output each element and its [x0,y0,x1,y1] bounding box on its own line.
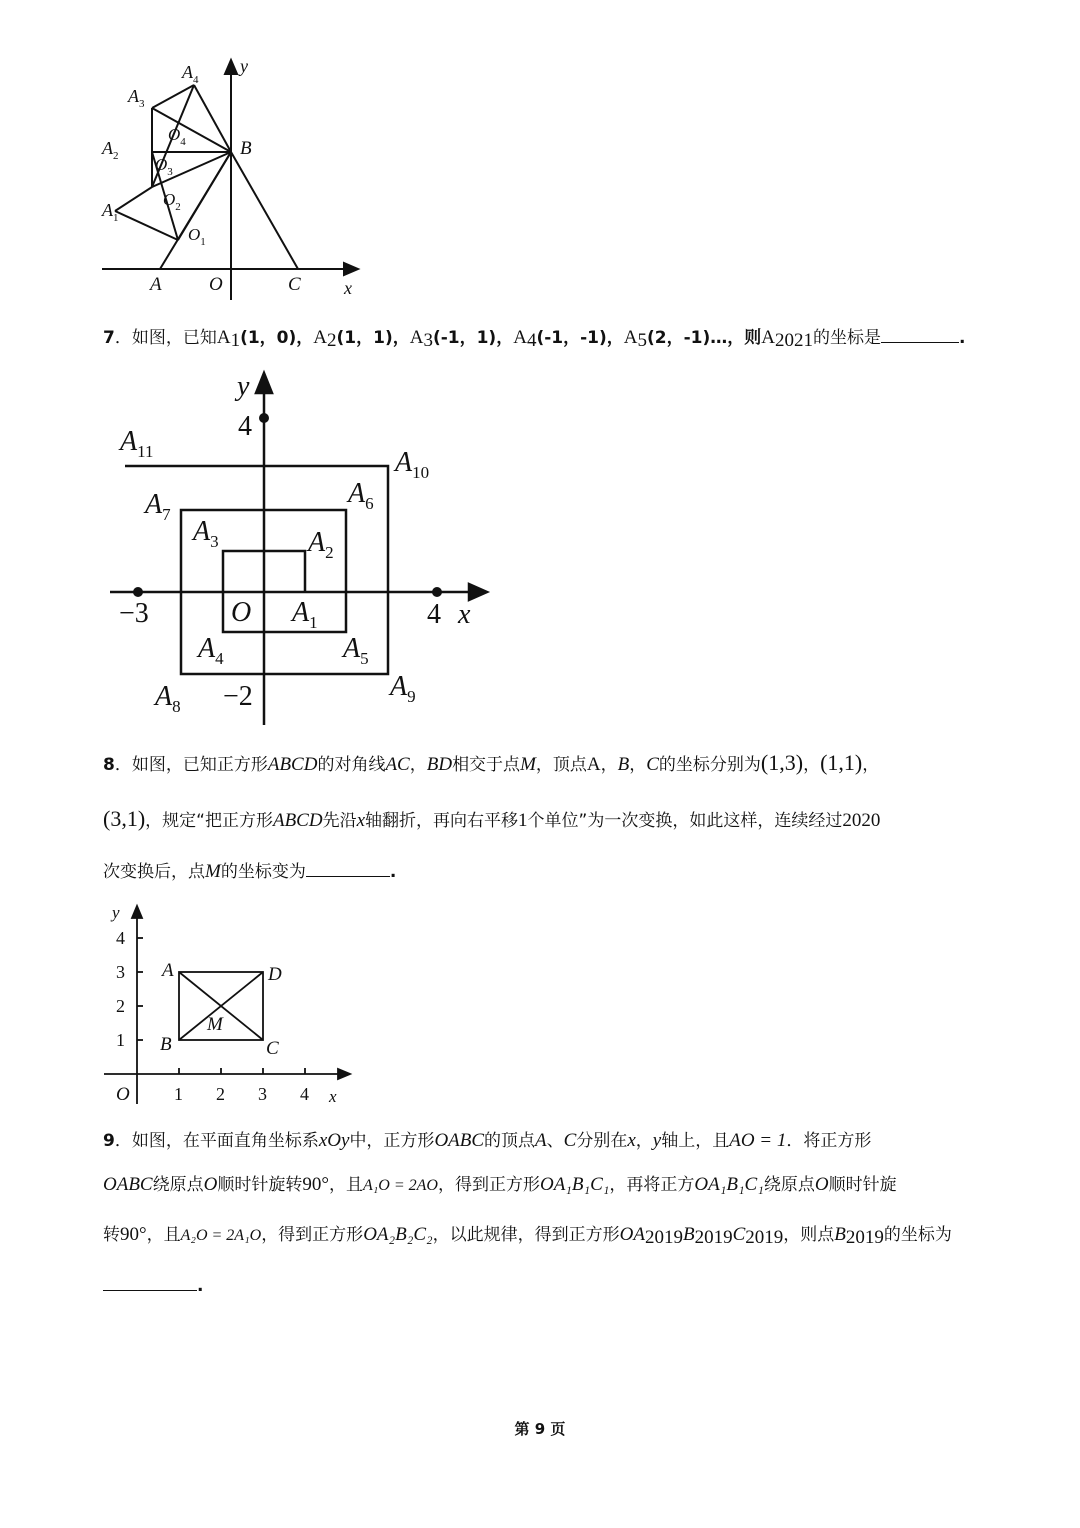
fig1-label-y: y [240,56,248,76]
point-y4 [259,413,269,423]
q8-end: . [389,862,397,882]
q8-text: ， [803,755,821,775]
q9-square-2019: B [682,1224,695,1245]
fig1-label-o2: $O_2$ [163,190,181,213]
fig3-label-x: x [329,1087,337,1106]
q9-o: O [203,1174,218,1195]
fig2-tick-xneg3: −3 [119,598,149,629]
question-number: 7 [103,328,115,348]
q8-abcd: ABCD [267,754,318,775]
fig1-label-b: B [240,138,252,159]
fig1-label-o: O [209,274,223,295]
answer-blank[interactable] [103,1272,197,1291]
q8-text: 的坐标分别为 [658,755,761,775]
q9-sub: 2019 [845,1227,884,1248]
fig1-label-c: C [288,274,301,295]
q9-text: ，以此规律，得到正方形 [432,1225,620,1245]
question-8-line-2 [103,806,880,834]
answer-blank[interactable] [306,858,390,877]
q7-a1-sub: 1 [230,330,241,351]
q8-text: 次变换后，点 [103,862,205,882]
q7-a1-value: (1，0)， [240,328,314,348]
fig2-label-a6: $A_6$ [348,478,374,513]
q9-c: C [563,1130,577,1151]
q9-a: A [535,1130,547,1151]
fig1-label-x: x [344,278,352,298]
q8-a: A [586,754,601,775]
fig2-label-a9: $A_9$ [390,671,416,706]
q9-sub: 2019 [745,1227,784,1248]
fig1-label-a4: $A_4$ [182,62,199,86]
q8-text: ，顶点 [535,755,587,775]
q9-text: ，得到正方形 [261,1225,364,1245]
figure-rotating-triangles [90,50,370,300]
fig3-label-m: M [207,1014,223,1035]
q8-ac: AC [385,754,410,775]
q8-2020: 2020 [842,810,881,831]
q7-a2: A [313,327,328,348]
fig2-tick-x4: 4 [427,599,441,630]
q8-abcd: ABCD [272,810,323,831]
q8-coord-1: (1,3) [760,750,804,775]
point-x4 [432,587,442,597]
q8-bd: BD [426,754,453,775]
fig3-tick-y4: 4 [116,928,125,948]
q7-a2-value: (1，1)， [336,328,410,348]
q9-eq2: A₂O = 2A₁O [180,1227,262,1244]
q7-a3-value: (-1，1)， [432,328,514,348]
fig2-label-a4: $A_4$ [198,633,224,668]
q9-xoy: xOy [318,1130,350,1151]
point-xneg3 [133,587,143,597]
q9-ao-eq: AO = 1 [729,1130,787,1151]
fig3-tick-y1: 1 [116,1030,125,1050]
q9-x: x [627,1130,636,1151]
q8-b: B [617,754,630,775]
q8-text: ， [629,755,647,775]
question-number: 9 [103,1131,115,1151]
x-axis-arrow [338,1069,350,1079]
q7-a2-sub: 2 [327,330,337,351]
q8-coord-3: (3,1) [103,806,146,831]
q8-one: 1 [518,810,528,831]
q9-square-2019: C [732,1224,746,1245]
q8-text: 的坐标变为 [220,862,306,882]
q9-text: 的坐标为 [883,1225,952,1245]
q7-tail: 的坐标是 [813,328,881,348]
q9-y: y [652,1130,662,1151]
q8-text: 先沿 [322,811,357,831]
fig2-label-a10: $A_{10}$ [395,447,430,482]
fig1-label-a3: $A_3$ [128,86,145,110]
q9-square-2: OA₂B₂C₂ [363,1224,433,1245]
q9-text: 顺时针旋转 [217,1175,303,1195]
fig1-label-o4: $O_4$ [168,125,186,148]
fig2-label-a5: $A_5$ [343,633,369,668]
q9-text: ．将正方形 [786,1131,872,1151]
q7-a4-value: (-1，-1)， [536,328,624,348]
q9-text: ，且 [328,1175,363,1195]
q7-a1: A [216,327,231,348]
fig3-label-o: O [116,1084,130,1105]
figure-square-abcd [100,898,360,1110]
fig1-label-o3: $O_3$ [155,155,173,178]
fig2-label-x: x [458,599,471,630]
q8-text: ， [600,755,618,775]
fig2-label-a3: $A_3$ [193,516,219,551]
q8-text: 轴翻折，再向右平移 [365,811,519,831]
q9-text: 顺时针旋 [828,1175,897,1195]
y-axis-arrow [256,373,272,393]
q7-a3: A [409,327,424,348]
q8-m: M [520,754,536,775]
q7-a5-value: (2，-1)…，则 [647,328,762,348]
q9-text: ．如图，在平面直角坐标系 [114,1131,319,1151]
fig1-label-o1: $O_1$ [188,225,206,248]
fig3-tick-x2: 2 [216,1084,225,1104]
q9-text: ，得到正方形 [437,1175,540,1195]
q8-text: 个单位”为一次变换，如此这样，连续经过 [527,811,843,831]
fig1-label-a: A [150,274,162,295]
question-9-line-4 [103,1272,203,1299]
q9-text: ， [635,1131,653,1151]
fig3-label-a: A [162,960,174,981]
q7-a5: A [623,327,638,348]
q9-square-1: OA₁B₁C₁ [539,1174,610,1195]
q9-text: ，且 [146,1225,181,1245]
q9-sub: 2019 [644,1227,683,1248]
fig2-label-a7: $A_7$ [145,489,171,524]
q7-end: . [959,328,966,348]
q8-text: 的对角线 [317,755,386,775]
q8-text: 相交于点 [452,755,521,775]
fig3-tick-y3: 3 [116,962,125,982]
q9-text: ，则点 [783,1225,835,1245]
q9-square-2019: OA [619,1224,645,1245]
q9-oabc: OABC [103,1174,153,1195]
question-7 [103,324,965,354]
fig2-tick-y4: 4 [238,411,252,442]
fig2-label-a8: $A_8$ [155,681,181,716]
figure-spiral-path [105,365,505,735]
q7-a5-sub: 5 [637,330,647,351]
q8-coord-2: (1,1) [820,750,863,775]
question-9-line-2 [103,1172,897,1199]
y-axis-arrow [132,906,142,918]
q9-text: 绕原点 [763,1175,815,1195]
q7-a3-sub: 3 [423,330,433,351]
fig1-label-a1: $A_1$ [102,200,119,224]
q9-eq1: A₁O = 2AO [362,1177,438,1194]
q9-text: 的顶点 [484,1131,536,1151]
q9-deg: 90° [120,1224,147,1245]
q8-text: ．如图，已知正方形 [114,755,268,775]
question-number: 8 [103,755,115,775]
x-axis-arrow [344,263,358,275]
fig2-label-a2: $A_2$ [308,527,334,562]
fig3-tick-y2: 2 [116,996,125,1016]
q9-b2019: B [834,1224,846,1245]
fig2-label-o: O [231,597,252,628]
fig3-tick-x3: 3 [258,1084,267,1104]
q9-text: 轴上，且 [661,1131,730,1151]
fig3-tick-x1: 1 [174,1084,183,1104]
question-9 [103,1128,871,1154]
q8-x: x [356,810,366,831]
fig3-label-b: B [160,1034,172,1055]
x-axis-arrow [469,584,487,600]
q7-a4: A [513,327,527,348]
q9-text: 分别在 [576,1131,628,1151]
fig2-tick-yneg2: −2 [223,681,253,712]
fig3-label-d: D [268,964,282,985]
question-8-line-3 [103,858,396,885]
q7-a2021-sub: 2021 [775,330,813,351]
q9-oabc: OABC [434,1130,485,1151]
q8-m: M [205,861,221,882]
q9-text: 转 [103,1225,120,1245]
q9-text: ，再将正方 [609,1175,695,1195]
page-number: 第 9 页 [514,1420,566,1438]
q7-a4-sub: 4 [526,330,537,351]
q9-end: . [197,1276,204,1296]
question-8 [103,750,879,778]
q7-text: ．如图，已知 [114,328,217,348]
answer-blank[interactable] [881,324,959,343]
q8-text: ， [409,755,427,775]
q9-square-1: OA₁B₁C₁ [694,1174,764,1195]
fig1-label-a2: $A_2$ [102,138,119,162]
q9-text: 中，正方形 [349,1131,435,1151]
q8-text: ，规定“把正方形 [145,811,273,831]
fig3-label-y: y [112,903,120,922]
q8-c: C [646,754,659,775]
q8-text: ， [862,755,880,775]
fig2-label-a11: $A_{11}$ [120,426,154,461]
q7-a2021: A [761,327,775,348]
fig2-label-a1: $A_1$ [292,597,318,632]
q9-o: O [814,1174,829,1195]
q9-deg: 90° [302,1174,329,1195]
fig2-label-y: y [237,371,250,402]
question-9-line-3 [103,1222,952,1251]
q9-text: 绕原点 [152,1175,204,1195]
fig3-label-c: C [266,1038,279,1059]
y-axis-arrow [225,60,237,74]
fig3-tick-x4: 4 [300,1084,309,1104]
q9-sub: 2019 [694,1227,733,1248]
q9-text: 、 [546,1131,564,1151]
